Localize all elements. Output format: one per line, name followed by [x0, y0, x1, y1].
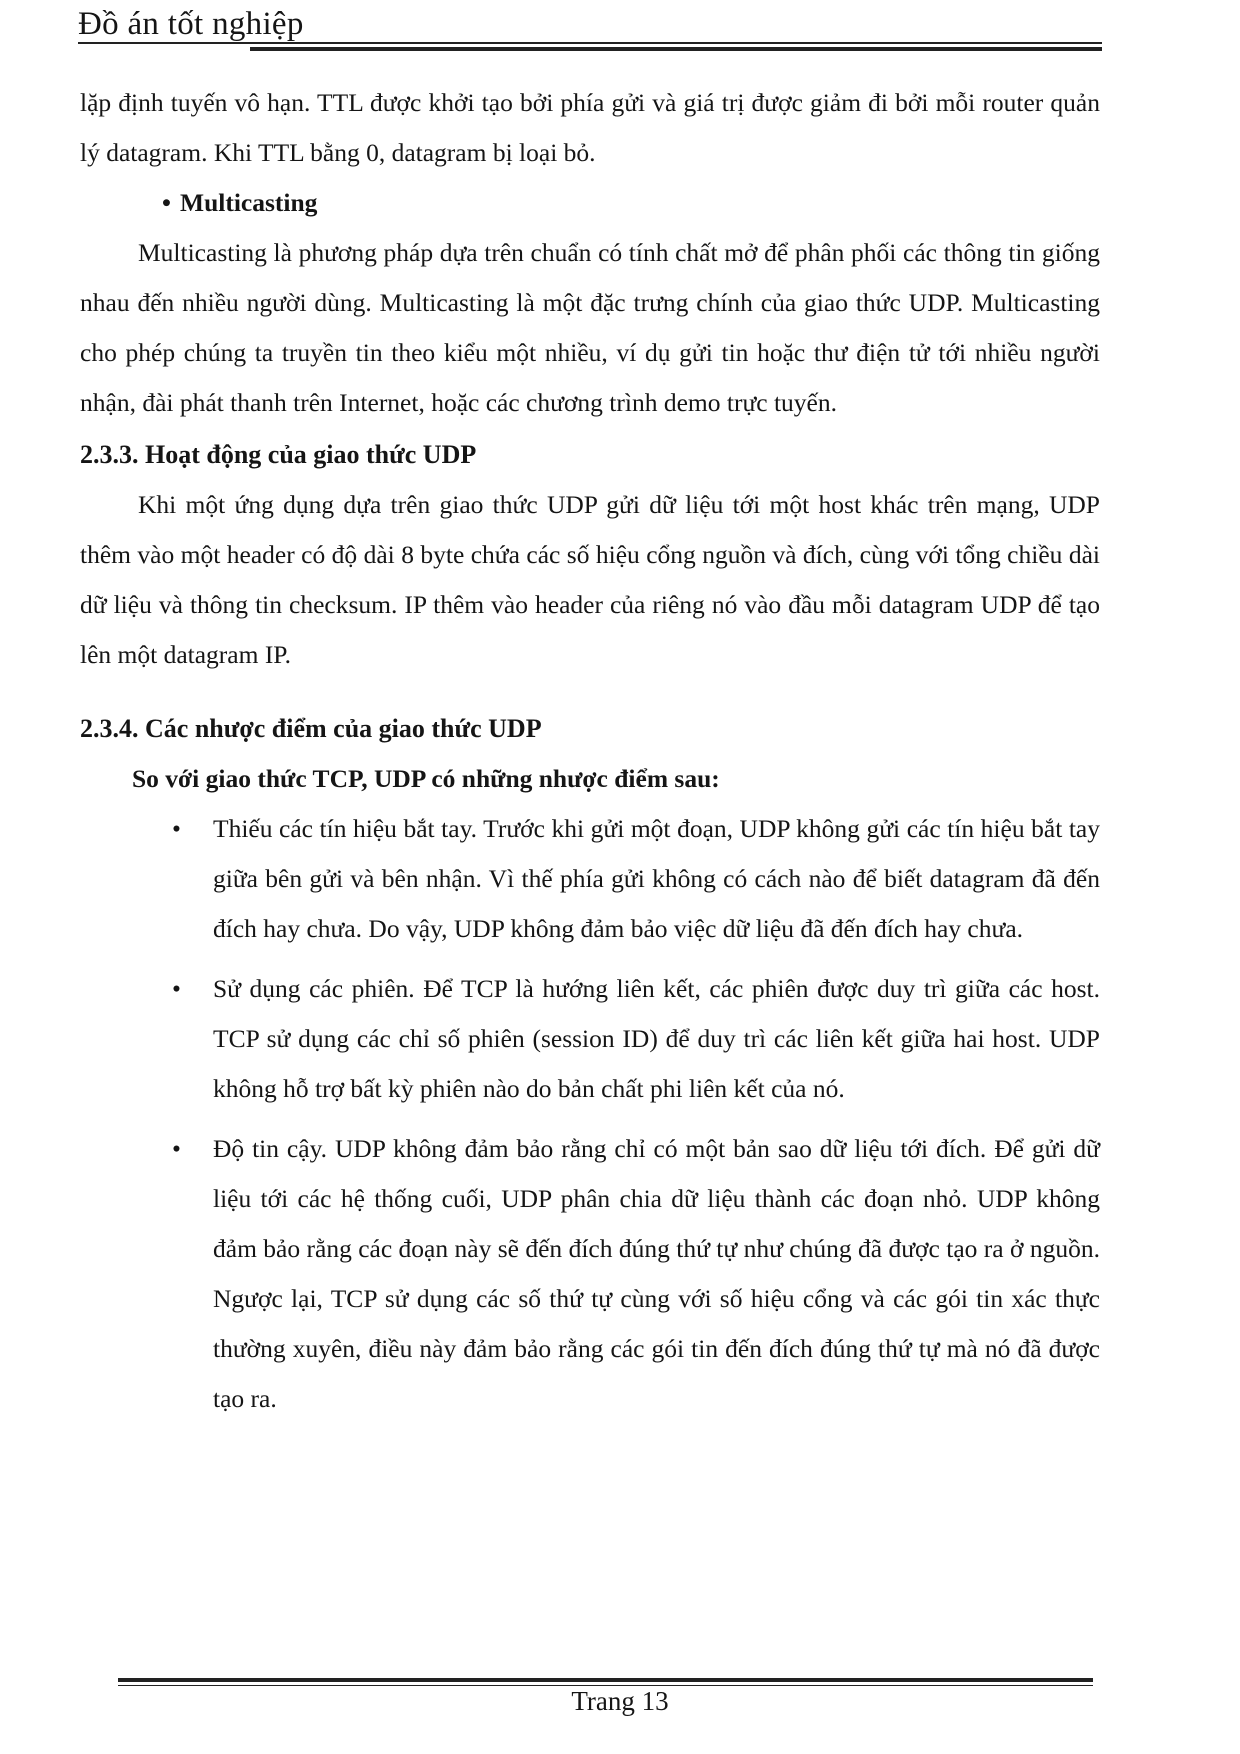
- header-rule-thin: [78, 42, 1102, 44]
- bullet-icon: •: [172, 814, 181, 843]
- multicasting-paragraph: Multicasting là phương pháp dựa trên chuẩn có tính chất mở để phân phối các thông tin giống nhau đến nhiều người dùng. Multicasting là một đặc trưng chính của giao thức UDP. Multicasting cho phép chúng ta truyền tin theo kiểu một nhiều, ví dụ gửi tin hoặc thư điện tử tới nhiều người nhận, đài phát thanh trên Internet, hoặc các chương trình demo trực tuyến.: [80, 238, 1100, 417]
- footer-rule-thick: [118, 1678, 1093, 1682]
- intro-paragraph: lặp định tuyến vô hạn. TTL được khởi tạo bởi phía gửi và giá trị được giảm đi bởi mỗi router quản lý datagram. Khi TTL bằng 0, datagram bị loại bỏ.: [80, 88, 1100, 167]
- multicasting-heading: [80, 178, 1100, 228]
- list-item-text: Thiếu các tín hiệu bắt tay. Trước khi gửi một đoạn, UDP không gửi các tín hiệu bắt tay giữa bên gửi và bên nhận. Vì thế phía gửi không có cách nào để biết datagram đã đến đích hay chưa. Do vậy, UDP không đảm bảo việc dữ liệu đã đến đích hay chưa.: [213, 814, 1100, 943]
- list-item: [80, 804, 1100, 954]
- running-header-title: Đồ án tốt nghiệp: [78, 6, 304, 42]
- header-rule-thick: [250, 47, 1102, 51]
- page-content: [80, 78, 1100, 1434]
- multicasting-heading-label: Multicasting: [180, 188, 318, 217]
- section-heading-2-3-3: 2.3.3. Hoạt động của giao thức UDP: [80, 440, 477, 469]
- list-item-text: Sử dụng các phiên. Để TCP là hướng liên kết, các phiên được duy trì giữa các host. TCP sử dụng các chỉ số phiên (session ID) để duy trì các liên kết giữa hai host. UDP không hỗ trợ bất kỳ phiên nào do bản chất phi liên kết của nó.: [213, 974, 1100, 1103]
- page-number: Trang 13: [571, 1686, 669, 1716]
- bullet-icon: •: [162, 188, 171, 217]
- bullet-icon: •: [172, 1134, 181, 1163]
- section-2-3-4-subheading: So với giao thức TCP, UDP có những nhược điểm sau:: [132, 764, 720, 793]
- list-item-text: Độ tin cậy. UDP không đảm bảo rằng chỉ có một bản sao dữ liệu tới đích. Để gửi dữ liệu tới các hệ thống cuối, UDP phân chia dữ liệu thành các đoạn nhỏ. UDP không đảm bảo rằng các đoạn này sẽ đến đích đúng thứ tự như chúng đã được tạo ra ở nguồn. Ngược lại, TCP sử dụng các số thứ tự cùng với số hiệu cổng và các gói tin xác thực thường xuyên, điều này đảm bảo rằng các gói tin đến đích đúng thứ tự mà nó đã được tạo ra.: [213, 1134, 1100, 1413]
- section-2-3-3-paragraph: Khi một ứng dụng dựa trên giao thức UDP gửi dữ liệu tới một host khác trên mạng, UDP thêm vào một header có độ dài 8 byte chứa các số hiệu cổng nguồn và đích, cùng với tổng chiều dài dữ liệu và thông tin checksum. IP thêm vào header của riêng nó vào đầu mỗi datagram UDP để tạo lên một datagram IP.: [80, 490, 1100, 669]
- list-item: [80, 1124, 1100, 1424]
- udp-drawbacks-list: [80, 804, 1100, 1424]
- bullet-icon: •: [172, 974, 181, 1003]
- list-item: [80, 964, 1100, 1114]
- section-heading-2-3-4: 2.3.4. Các nhược điểm của giao thức UDP: [80, 714, 542, 743]
